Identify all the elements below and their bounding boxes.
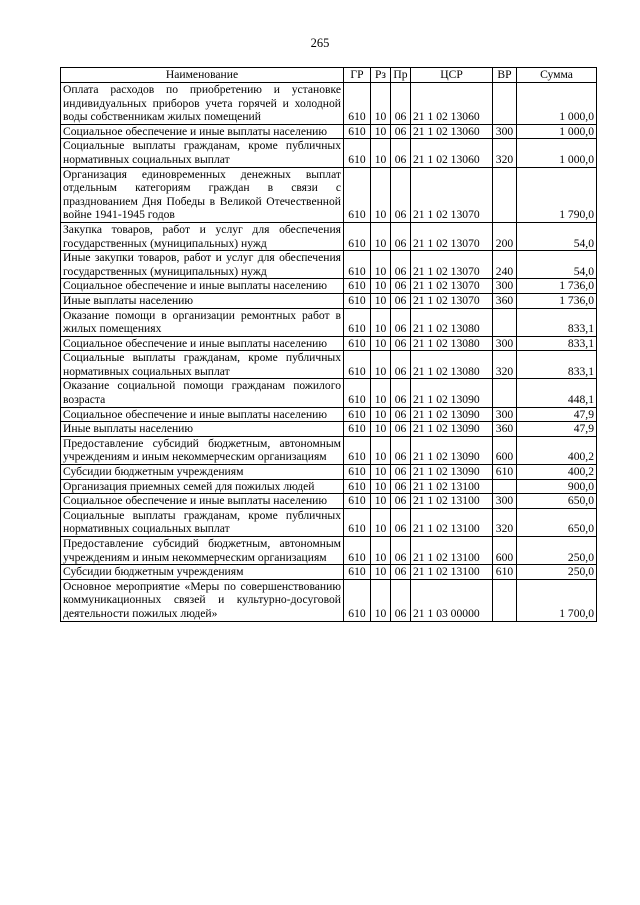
row-gr: 610 [344, 124, 371, 139]
table-row [61, 124, 597, 139]
table-row [61, 279, 597, 294]
row-sum: 47,9 [517, 407, 597, 422]
row-name: Оказание помощи в организации ремонтных работ в жилых помещениях [61, 308, 344, 336]
row-csr: 21 1 02 13080 [411, 351, 493, 379]
row-rz: 10 [371, 479, 391, 494]
row-vr: 300 [493, 124, 517, 139]
row-gr: 610 [344, 83, 371, 125]
row-sum: 250,0 [517, 537, 597, 565]
table-row [61, 83, 597, 125]
row-csr: 21 1 02 13080 [411, 308, 493, 336]
row-gr: 610 [344, 167, 371, 222]
row-rz: 10 [371, 565, 391, 580]
row-gr: 610 [344, 293, 371, 308]
row-pr: 06 [391, 465, 411, 480]
row-gr: 610 [344, 279, 371, 294]
row-pr: 06 [391, 139, 411, 167]
row-pr: 06 [391, 565, 411, 580]
row-vr: 360 [493, 293, 517, 308]
row-csr: 21 1 02 13060 [411, 139, 493, 167]
table-row [61, 407, 597, 422]
row-pr: 06 [391, 436, 411, 464]
row-sum: 650,0 [517, 508, 597, 536]
row-vr: 300 [493, 494, 517, 509]
row-vr [493, 83, 517, 125]
row-sum: 47,9 [517, 422, 597, 437]
row-sum: 250,0 [517, 565, 597, 580]
table-row [61, 308, 597, 336]
row-vr: 600 [493, 537, 517, 565]
table-row [61, 336, 597, 351]
row-csr: 21 1 02 13070 [411, 251, 493, 279]
row-pr: 06 [391, 537, 411, 565]
row-name: Социальные выплаты гражданам, кроме публичных нормативных социальных выплат [61, 351, 344, 379]
table-row [61, 422, 597, 437]
table-row [61, 351, 597, 379]
row-pr: 06 [391, 336, 411, 351]
row-csr: 21 1 02 13060 [411, 83, 493, 125]
table-row [61, 465, 597, 480]
header-pr: Пр [391, 68, 411, 83]
row-gr: 610 [344, 308, 371, 336]
row-sum: 400,2 [517, 436, 597, 464]
row-rz: 10 [371, 422, 391, 437]
row-sum: 650,0 [517, 494, 597, 509]
row-rz: 10 [371, 222, 391, 250]
table-row [61, 537, 597, 565]
row-gr: 610 [344, 407, 371, 422]
row-pr: 06 [391, 293, 411, 308]
row-pr: 06 [391, 494, 411, 509]
row-name: Иные закупки товаров, работ и услуг для обеспечения государственных (муниципальных) нужд [61, 251, 344, 279]
header-gr: ГР [344, 68, 371, 83]
row-gr: 610 [344, 494, 371, 509]
row-pr: 06 [391, 308, 411, 336]
row-name: Организация приемных семей для пожилых людей [61, 479, 344, 494]
row-vr [493, 579, 517, 621]
row-sum: 1 736,0 [517, 279, 597, 294]
row-csr: 21 1 02 13070 [411, 222, 493, 250]
row-sum: 1 000,0 [517, 139, 597, 167]
row-gr: 610 [344, 422, 371, 437]
row-pr: 06 [391, 407, 411, 422]
row-pr: 06 [391, 422, 411, 437]
row-pr: 06 [391, 124, 411, 139]
row-rz: 10 [371, 379, 391, 407]
table-row [61, 565, 597, 580]
row-rz: 10 [371, 508, 391, 536]
row-vr: 300 [493, 336, 517, 351]
row-csr: 21 1 03 00000 [411, 579, 493, 621]
row-name: Основное мероприятие «Меры по совершенствованию коммуникационных связей и культурно-досуговой деятельности пожилых людей» [61, 579, 344, 621]
row-csr: 21 1 02 13090 [411, 407, 493, 422]
row-rz: 10 [371, 407, 391, 422]
row-sum: 1 736,0 [517, 293, 597, 308]
table-row [61, 167, 597, 222]
row-name: Социальное обеспечение и иные выплаты населению [61, 279, 344, 294]
table-row [61, 436, 597, 464]
row-gr: 610 [344, 351, 371, 379]
table-row [61, 379, 597, 407]
table-row [61, 508, 597, 536]
table-row [61, 494, 597, 509]
row-gr: 610 [344, 139, 371, 167]
row-vr: 610 [493, 565, 517, 580]
row-vr [493, 479, 517, 494]
row-sum: 833,1 [517, 308, 597, 336]
row-name: Социальное обеспечение и иные выплаты населению [61, 407, 344, 422]
row-rz: 10 [371, 167, 391, 222]
row-sum: 1 790,0 [517, 167, 597, 222]
row-rz: 10 [371, 251, 391, 279]
row-csr: 21 1 02 13070 [411, 293, 493, 308]
table-body [61, 83, 597, 622]
row-pr: 06 [391, 83, 411, 125]
row-rz: 10 [371, 351, 391, 379]
row-vr: 360 [493, 422, 517, 437]
row-csr: 21 1 02 13090 [411, 422, 493, 437]
row-gr: 610 [344, 579, 371, 621]
row-sum: 400,2 [517, 465, 597, 480]
row-name: Социальные выплаты гражданам, кроме публичных нормативных социальных выплат [61, 508, 344, 536]
row-pr: 06 [391, 279, 411, 294]
row-name: Предоставление субсидий бюджетным, автономным учреждениям и иным некоммерческим организациям [61, 537, 344, 565]
header-name: Наименование [61, 68, 344, 83]
budget-table [60, 67, 597, 622]
row-csr: 21 1 02 13090 [411, 465, 493, 480]
row-gr: 610 [344, 465, 371, 480]
row-rz: 10 [371, 336, 391, 351]
row-rz: 10 [371, 279, 391, 294]
row-sum: 833,1 [517, 351, 597, 379]
row-csr: 21 1 02 13090 [411, 436, 493, 464]
row-rz: 10 [371, 124, 391, 139]
row-gr: 610 [344, 537, 371, 565]
row-sum: 54,0 [517, 222, 597, 250]
header-csr: ЦСР [411, 68, 493, 83]
row-vr: 300 [493, 279, 517, 294]
row-vr: 320 [493, 139, 517, 167]
row-name: Социальные выплаты гражданам, кроме публичных нормативных социальных выплат [61, 139, 344, 167]
table-row [61, 222, 597, 250]
table-row [61, 139, 597, 167]
row-rz: 10 [371, 308, 391, 336]
row-csr: 21 1 02 13080 [411, 336, 493, 351]
row-name: Иные выплаты населению [61, 422, 344, 437]
row-csr: 21 1 02 13070 [411, 167, 493, 222]
table-row [61, 479, 597, 494]
row-gr: 610 [344, 222, 371, 250]
row-pr: 06 [391, 508, 411, 536]
row-vr: 320 [493, 508, 517, 536]
row-pr: 06 [391, 579, 411, 621]
row-gr: 610 [344, 565, 371, 580]
row-vr: 200 [493, 222, 517, 250]
row-sum: 1 000,0 [517, 83, 597, 125]
row-vr: 600 [493, 436, 517, 464]
row-name: Предоставление субсидий бюджетным, автономным учреждениям и иным некоммерческим организациям [61, 436, 344, 464]
table-row [61, 251, 597, 279]
row-pr: 06 [391, 222, 411, 250]
row-rz: 10 [371, 293, 391, 308]
row-name: Субсидии бюджетным учреждениям [61, 565, 344, 580]
row-name: Социальное обеспечение и иные выплаты населению [61, 494, 344, 509]
row-csr: 21 1 02 13100 [411, 494, 493, 509]
row-rz: 10 [371, 465, 391, 480]
row-gr: 610 [344, 436, 371, 464]
row-pr: 06 [391, 479, 411, 494]
row-sum: 448,1 [517, 379, 597, 407]
row-csr: 21 1 02 13100 [411, 479, 493, 494]
row-pr: 06 [391, 251, 411, 279]
row-vr: 300 [493, 407, 517, 422]
row-name: Субсидии бюджетным учреждениям [61, 465, 344, 480]
row-gr: 610 [344, 336, 371, 351]
row-rz: 10 [371, 83, 391, 125]
page-number: 265 [310, 36, 330, 50]
row-sum: 1 000,0 [517, 124, 597, 139]
row-csr: 21 1 02 13090 [411, 379, 493, 407]
row-sum: 900,0 [517, 479, 597, 494]
table-row [61, 579, 597, 621]
row-name: Иные выплаты населению [61, 293, 344, 308]
row-csr: 21 1 02 13100 [411, 537, 493, 565]
row-vr: 610 [493, 465, 517, 480]
row-gr: 610 [344, 379, 371, 407]
row-gr: 610 [344, 508, 371, 536]
row-name: Организация единовременных денежных выплат отдельным категориям граждан в связи с празднованием Дня Победы в Великой Отечественной войне 1941-1945 годов [61, 167, 344, 222]
row-pr: 06 [391, 351, 411, 379]
row-rz: 10 [371, 139, 391, 167]
row-rz: 10 [371, 579, 391, 621]
row-csr: 21 1 02 13070 [411, 279, 493, 294]
row-csr: 21 1 02 13060 [411, 124, 493, 139]
row-vr [493, 379, 517, 407]
row-rz: 10 [371, 436, 391, 464]
row-name: Оплата расходов по приобретению и установке индивидуальных приборов учета горячей и холодной воды собственникам жилых помещений [61, 83, 344, 125]
row-csr: 21 1 02 13100 [411, 508, 493, 536]
row-vr [493, 308, 517, 336]
row-csr: 21 1 02 13100 [411, 565, 493, 580]
header-rz: Рз [371, 68, 391, 83]
table-row [61, 293, 597, 308]
row-rz: 10 [371, 537, 391, 565]
table-header-row [61, 68, 597, 83]
row-pr: 06 [391, 379, 411, 407]
row-pr: 06 [391, 167, 411, 222]
row-vr: 240 [493, 251, 517, 279]
row-name: Социальное обеспечение и иные выплаты населению [61, 336, 344, 351]
row-name: Закупка товаров, работ и услуг для обеспечения государственных (муниципальных) нужд [61, 222, 344, 250]
row-vr: 320 [493, 351, 517, 379]
row-name: Социальное обеспечение и иные выплаты населению [61, 124, 344, 139]
row-sum: 54,0 [517, 251, 597, 279]
header-vr: ВР [493, 68, 517, 83]
row-name: Оказание социальной помощи гражданам пожилого возраста [61, 379, 344, 407]
header-sum: Сумма [517, 68, 597, 83]
row-gr: 610 [344, 479, 371, 494]
row-gr: 610 [344, 251, 371, 279]
row-vr [493, 167, 517, 222]
row-rz: 10 [371, 494, 391, 509]
row-sum: 833,1 [517, 336, 597, 351]
row-sum: 1 700,0 [517, 579, 597, 621]
